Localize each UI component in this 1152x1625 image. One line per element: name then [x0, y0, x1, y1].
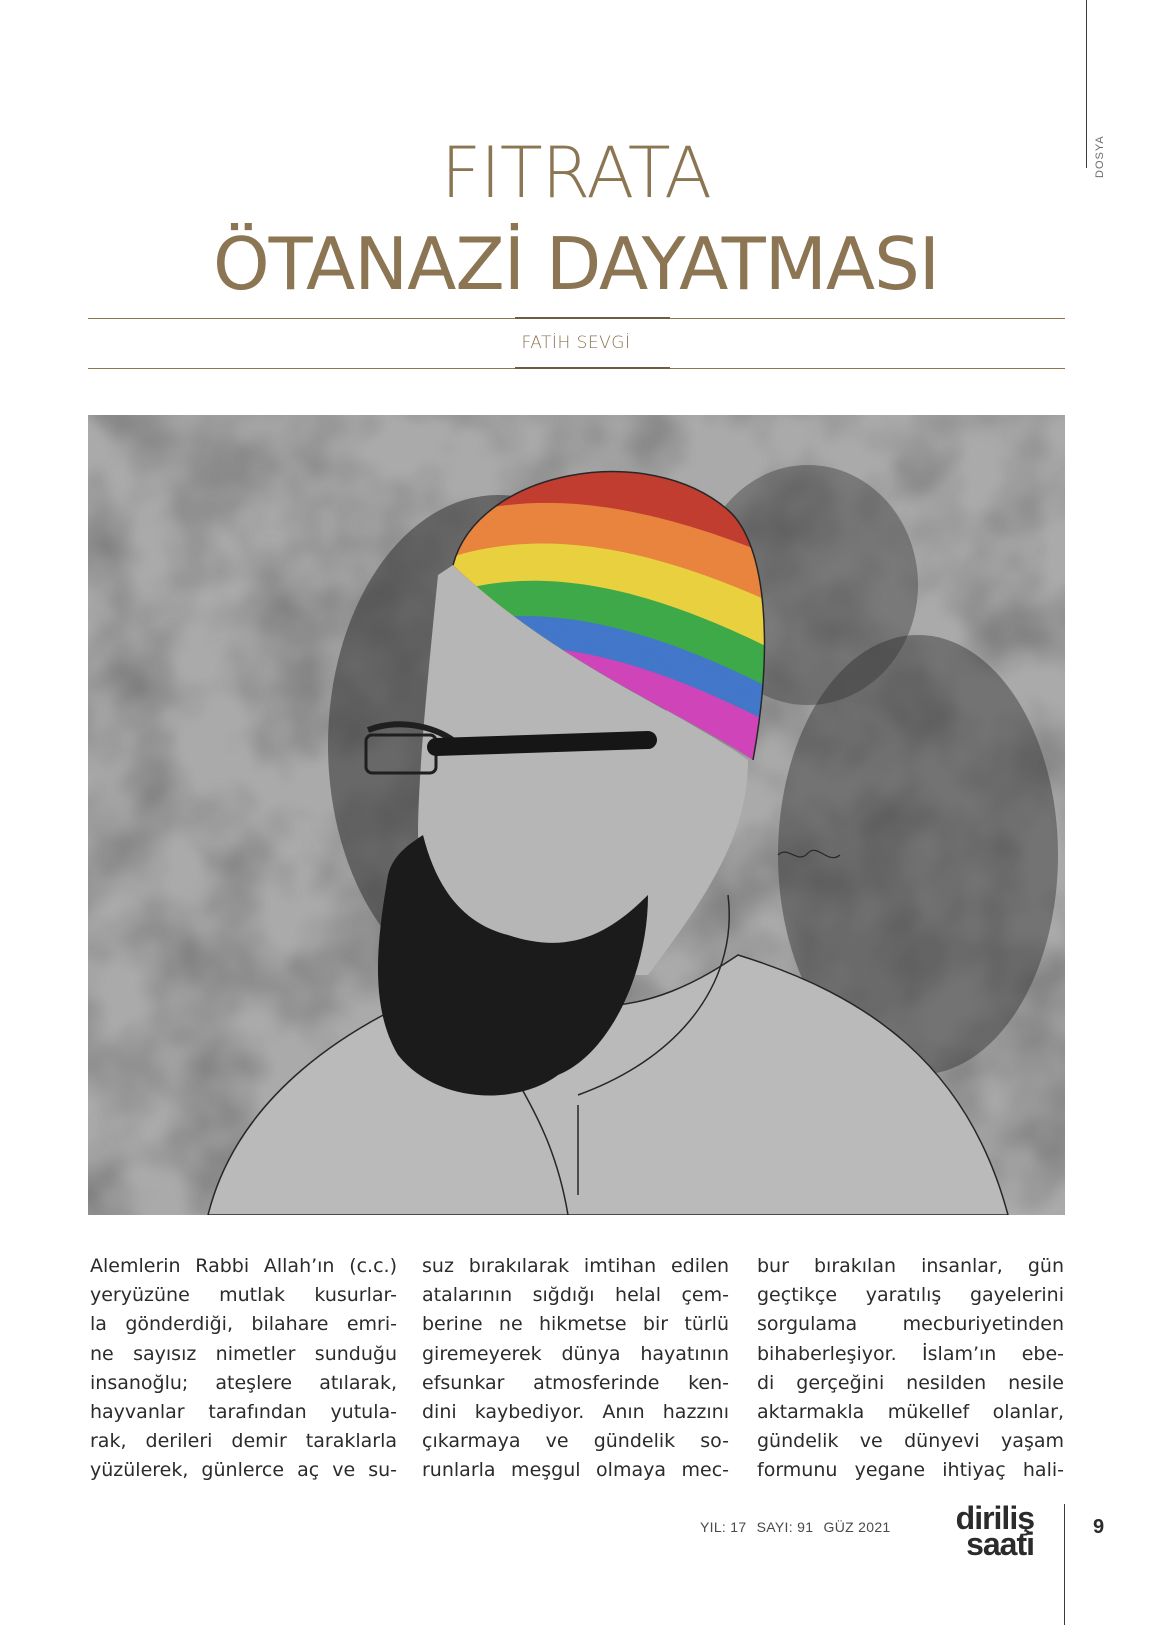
- section-tag: DOSYA: [1094, 135, 1106, 178]
- body-line: berine ne hikmetse bir türlü: [422, 1313, 729, 1336]
- body-line: gündelik ve dünyevi yaşam: [757, 1430, 1064, 1453]
- body-line: atalarının sığdığı helal çem-: [422, 1284, 729, 1307]
- issue-year: YIL: 17: [700, 1519, 747, 1535]
- logo-line2: saati: [966, 1525, 1034, 1562]
- body-line: sorgulama mecburiyetinden: [757, 1313, 1064, 1336]
- paper-grain: [88, 415, 1065, 1215]
- body-line: yeryüzüne mutlak kusurlar-: [90, 1284, 397, 1307]
- body-line: runlarla meşgul olmaya mec-: [422, 1459, 729, 1482]
- body-line: insanoğlu; ateşlere atılarak,: [90, 1371, 397, 1394]
- body-line: ne sayısız nimetler sunduğu: [90, 1342, 397, 1365]
- body-line: yüzülerek, günlerce aç ve su-: [90, 1459, 397, 1482]
- page-number: 9: [1093, 1516, 1105, 1538]
- body-line: geçtikçe yaratılış gayelerini: [757, 1284, 1064, 1307]
- body-line: bihaberleşiyor. İslam’ın ebe-: [757, 1342, 1064, 1365]
- body-column-1: [90, 1252, 397, 1486]
- body-line: la gönderdiği, bilahare emri-: [90, 1313, 397, 1336]
- magazine-logo: [952, 1500, 1034, 1562]
- article-title-line2: ÖTANAZİ DAYATMASI: [212, 222, 940, 306]
- body-column-2: [422, 1252, 729, 1486]
- body-line: bur bırakılan insanlar, gün: [757, 1255, 1064, 1277]
- body-line: di gerçeğini nesilden nesile: [757, 1371, 1064, 1394]
- issue-season: GÜZ 2021: [823, 1519, 891, 1535]
- body-line: çıkarmaya ve gündelik so-: [422, 1430, 729, 1453]
- issue-number: SAYI: 91: [756, 1519, 814, 1535]
- body-line: efsunkar atmosferinde ken-: [422, 1371, 729, 1394]
- article-title-line1: FITRATA: [440, 132, 712, 214]
- body-line: Alemlerin Rabbi Allah’ın (c.c.): [90, 1255, 397, 1277]
- issue-info: [700, 1519, 897, 1535]
- body-line: rak, derileri demir taraklarla: [90, 1430, 397, 1453]
- body-line: suz bırakılarak imtihan edilen: [422, 1255, 729, 1277]
- body-line: formunu yegane ihtiyaç hali-: [757, 1459, 1064, 1482]
- body-line: giremeyerek dünya hayatının: [422, 1342, 729, 1365]
- title-divider-top-accent: [515, 317, 670, 319]
- footer-vertical-rule: [1064, 1504, 1065, 1625]
- body-column-3: [757, 1252, 1064, 1486]
- article-illustration: [88, 415, 1065, 1215]
- title-divider-bottom-accent: [515, 367, 670, 369]
- body-line: aktarmakla mükellef olanlar,: [757, 1401, 1064, 1424]
- body-line: hayvanlar tarafından yutula-: [90, 1401, 397, 1424]
- author-name: FATİH SEVGİ: [521, 333, 631, 353]
- body-line: dini kaybediyor. Anın hazzını: [422, 1401, 729, 1424]
- logo-line1: diriliş: [955, 1500, 1034, 1536]
